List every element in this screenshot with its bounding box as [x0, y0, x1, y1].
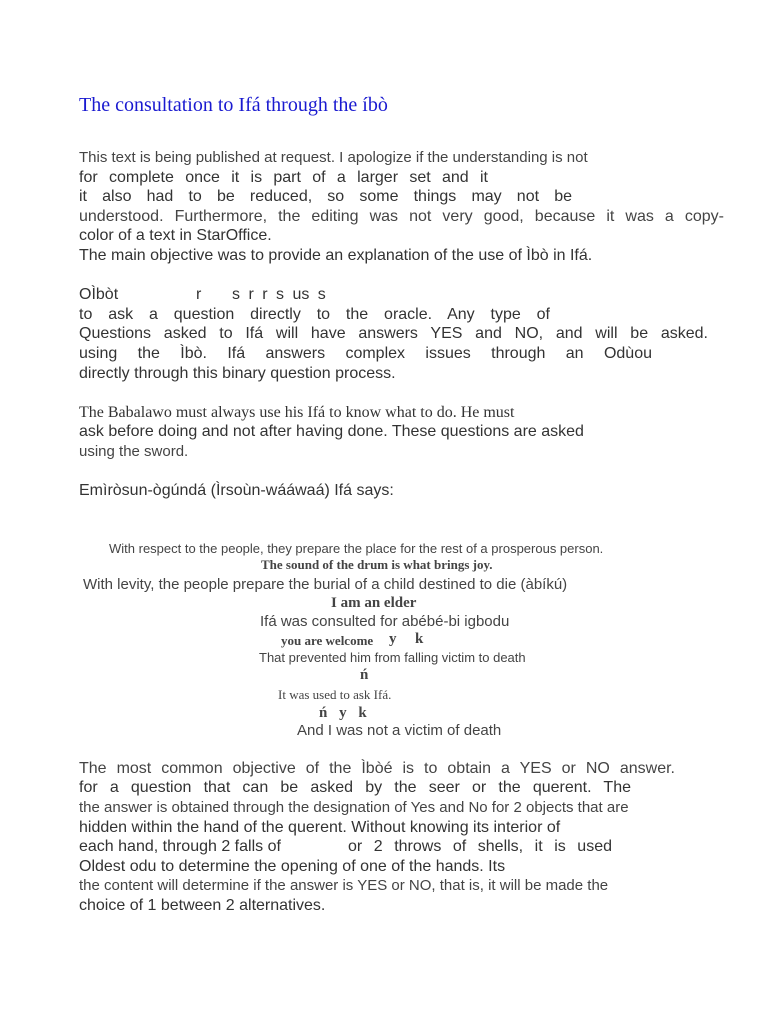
conclusion-line-5b: or 2 throws of shells, it is used	[348, 838, 612, 855]
section1-word-c: s r r s us s	[232, 286, 326, 303]
verse-line-9: It was used to ask Ifá.	[278, 687, 392, 702]
verse-line-10: ń y k	[319, 705, 367, 721]
verse-line-4: I am an elder	[331, 595, 417, 611]
conclusion-line-4: hidden within the hand of the querent. Without knowing its interior of	[79, 819, 561, 836]
section1-line-4: directly through this binary question process.	[79, 365, 396, 382]
section1-line-2: Questions asked to Ifá will have answers YES and NO, and will be asked.	[79, 325, 708, 342]
conclusion-line-6: Oldest odu to determine the opening of one of the hands. Its	[79, 858, 506, 875]
intro-line-5: color of a text in StarOffice.	[79, 227, 272, 244]
verse-line-7: That prevented him from falling victim to death	[259, 650, 526, 665]
verse-line-6: you are welcome	[281, 633, 374, 648]
section2-line-3: using the sword.	[79, 443, 189, 460]
verse-line-1: With respect to the people, they prepare the place for the rest of a prosperous person.	[109, 541, 604, 556]
intro-line-1: This text is being published at request. I apologize if the understanding is not	[79, 149, 588, 166]
verse-line-11: And I was not a victim of death	[297, 722, 502, 739]
conclusion-line-2: for a question that can be asked by the seer or the querent. The	[79, 779, 631, 796]
intro-line-6: The main objective was to provide an explanation of the use of Ìbò in Ifá.	[79, 247, 593, 264]
intro-line-3: it also had to be reduced, so some things may not be	[79, 188, 572, 205]
verse-line-5: Ifá was consulted for abébé-bi igbodu	[260, 613, 510, 630]
verse-line-6-k: k	[415, 631, 424, 647]
section2-line-1: The Babalawo must always use his Ifá to know what to do. He must	[79, 404, 515, 421]
section1-word-b: r	[196, 286, 202, 303]
section1-line-1: to ask a question directly to the oracle. Any type of	[79, 306, 550, 323]
section1-line-3: using the Ìbò. Ifá answers complex issues through an Odùou	[79, 345, 652, 362]
verse-line-6-y: y	[389, 631, 397, 647]
intro-line-2: for complete once it is part of a larger set and it	[79, 169, 488, 186]
section2-line-2: ask before doing and not after having done. These questions are asked	[79, 423, 584, 440]
verse-line-8: ń	[360, 667, 369, 683]
conclusion-line-1: The most common objective of the Ìbòé is to obtain a YES or NO answer.	[79, 760, 675, 777]
conclusion-line-7: the content will determine if the answer is YES or NO, that is, it will be made the	[79, 877, 609, 894]
conclusion-line-3: the answer is obtained through the designation of Yes and No for 2 objects that are	[79, 799, 629, 816]
verse-line-3: With levity, the people prepare the burial of a child destined to die (àbíkú)	[83, 576, 568, 593]
intro-line-4: understood. Furthermore, the editing was not very good, because it was a copy-	[79, 208, 724, 225]
conclusion-line-5a: each hand, through 2 falls of	[79, 838, 281, 855]
section1-word-a: OÌbòt	[79, 286, 119, 303]
odu-heading: Emìròsun-ògúndá (Ìrsoùn-wááwaá) Ifá says:	[79, 482, 394, 499]
verse-line-2: The sound of the drum is what brings joy.	[261, 557, 493, 572]
document-title: The consultation to Ifá through the íbò	[79, 94, 388, 116]
conclusion-line-8: choice of 1 between 2 alternatives.	[79, 897, 326, 914]
